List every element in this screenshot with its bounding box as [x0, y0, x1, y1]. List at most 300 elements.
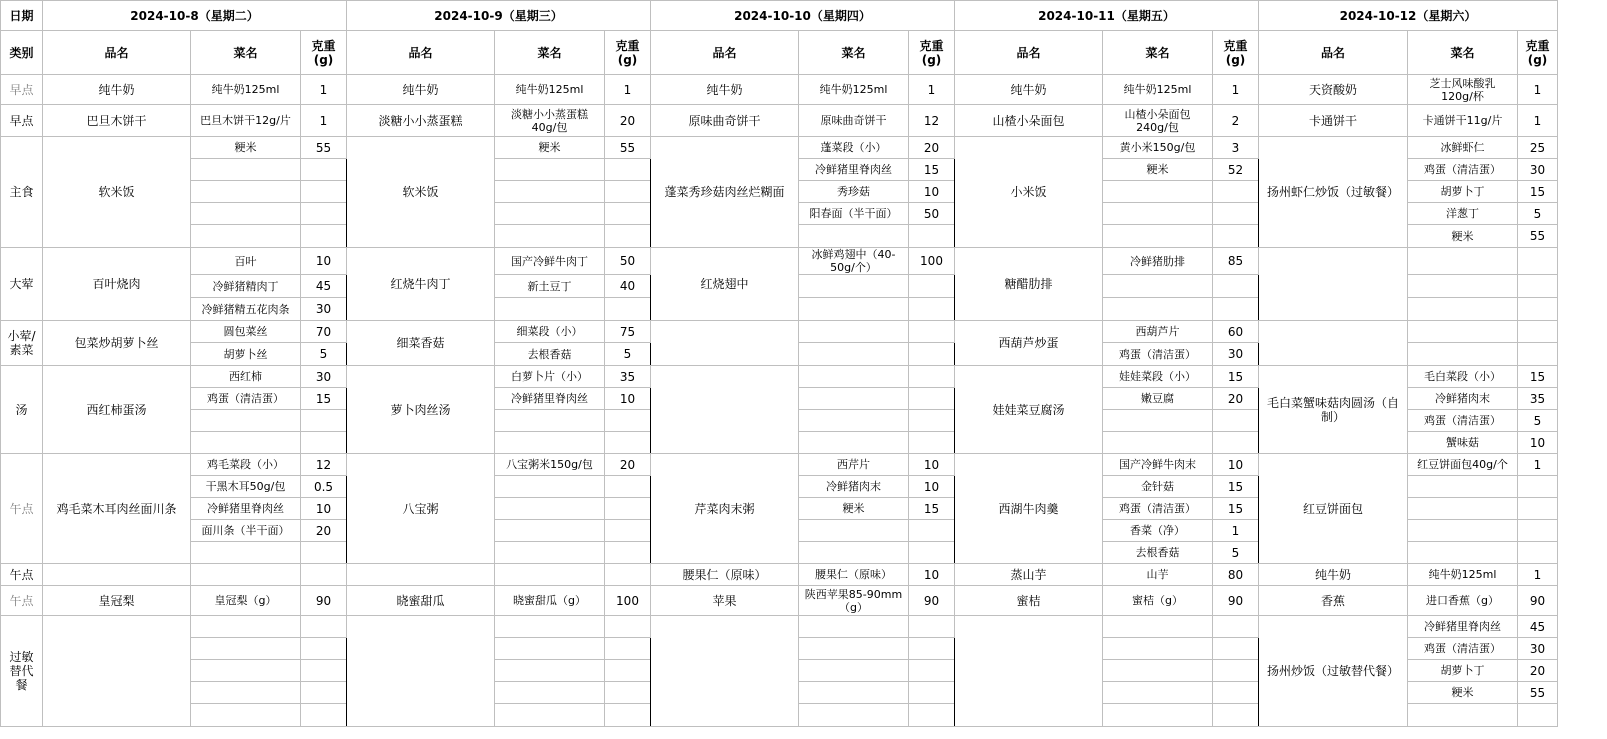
day-2-pm1-weight-5[interactable] [605, 542, 651, 564]
day-1-allergy-dish[interactable] [43, 616, 191, 727]
day-3-snack2-dish[interactable]: 原味曲奇饼干 [651, 105, 799, 137]
day-2-main-item-1[interactable]: 国产冷鲜牛肉丁 [495, 248, 605, 275]
day-2-snack1-dish[interactable]: 纯牛奶 [347, 75, 495, 105]
day-4-allergy-item-5[interactable] [1103, 704, 1213, 727]
day-3-allergy-weight-1[interactable] [909, 616, 955, 638]
day-5-allergy-item-5[interactable] [1408, 704, 1518, 727]
day-1-allergy-item-3[interactable] [191, 660, 301, 682]
category-pm1[interactable]: 午点 [1, 454, 43, 564]
day-5-main-item-3[interactable] [1408, 298, 1518, 321]
day-2-snack2-item[interactable]: 淡糖小小蒸蛋糕 40g/包 [495, 105, 605, 137]
day-4-side-weight-1[interactable]: 60 [1213, 321, 1259, 343]
day-4-staple-weight-3[interactable] [1213, 181, 1259, 203]
day-5-pm1-weight-4[interactable] [1518, 520, 1558, 542]
day-5-pm3-item[interactable]: 进口香蕉（g） [1408, 586, 1518, 616]
day-1-pm1-item-4[interactable]: 面川条（半干面） [191, 520, 301, 542]
day-1-main-item-1[interactable]: 百叶 [191, 248, 301, 275]
day-2-snack1-item[interactable]: 纯牛奶125ml [495, 75, 605, 105]
day-1-staple-weight-1[interactable]: 55 [301, 137, 347, 159]
day-3-staple-weight-5[interactable] [909, 225, 955, 248]
day-2-staple-item-4[interactable] [495, 203, 605, 225]
day-5-pm2-weight[interactable]: 1 [1518, 564, 1558, 586]
day-3-pm1-item-1[interactable]: 西芹片 [799, 454, 909, 476]
day-5-allergy-weight-4[interactable]: 55 [1518, 682, 1558, 704]
day-5-pm1-item-3[interactable] [1408, 498, 1518, 520]
day-2-staple-weight-4[interactable] [605, 203, 651, 225]
day-5-pm1-weight-2[interactable] [1518, 476, 1558, 498]
day-1-snack2-item[interactable]: 巴旦木饼干12g/片 [191, 105, 301, 137]
day-4-pm2-weight[interactable]: 80 [1213, 564, 1259, 586]
day-3-main-item-1[interactable]: 冰鲜鸡翅中（40- 50g/个） [799, 248, 909, 275]
day-5-snack1-weight[interactable]: 1 [1518, 75, 1558, 105]
day-1-soup-weight-2[interactable]: 15 [301, 388, 347, 410]
day-2-staple-weight-1[interactable]: 55 [605, 137, 651, 159]
day-5-main-item-1[interactable] [1408, 248, 1518, 275]
day-1-side-item-1[interactable]: 圆包菜丝 [191, 321, 301, 343]
day-2-allergy-item-4[interactable] [495, 682, 605, 704]
day-5-soup-item-4[interactable]: 蟹味菇 [1408, 432, 1518, 454]
day-4-snack2-weight[interactable]: 2 [1213, 105, 1259, 137]
day-5-side-weight-1[interactable] [1518, 321, 1558, 343]
weight-col-header[interactable]: 克重 (g) [301, 31, 347, 75]
day-5-staple-item-4[interactable]: 洋葱丁 [1408, 203, 1518, 225]
day-3-soup-weight-2[interactable] [909, 388, 955, 410]
day-2-allergy-weight-1[interactable] [605, 616, 651, 638]
day-2-main-weight-3[interactable] [605, 298, 651, 321]
day-2-staple-item-1[interactable]: 粳米 [495, 137, 605, 159]
weight-col-header[interactable]: 克重 (g) [605, 31, 651, 75]
day-1-staple-item-2[interactable] [191, 159, 301, 181]
day-5-staple-item-1[interactable]: 冰鲜虾仁 [1408, 137, 1518, 159]
day-4-soup-weight-4[interactable] [1213, 432, 1259, 454]
day-1-pm1-item-3[interactable]: 冷鲜猪里脊肉丝 [191, 498, 301, 520]
day-4-snack1-dish[interactable]: 纯牛奶 [955, 75, 1103, 105]
day-4-side-dish[interactable]: 西葫芦炒蛋 [955, 321, 1103, 366]
day-2-pm2-item[interactable] [495, 564, 605, 586]
day-4-snack2-dish[interactable]: 山楂小朵面包 [955, 105, 1103, 137]
day-1-staple-weight-5[interactable] [301, 225, 347, 248]
day-3-allergy-weight-2[interactable] [909, 638, 955, 660]
day-3-staple-item-4[interactable]: 阳春面（半干面） [799, 203, 909, 225]
day-3-staple-item-1[interactable]: 蓬菜段（小） [799, 137, 909, 159]
day-4-side-weight-2[interactable]: 30 [1213, 343, 1259, 366]
item-col-header[interactable]: 菜名 [799, 31, 909, 75]
day-4-allergy-weight-4[interactable] [1213, 682, 1259, 704]
day-5-staple-weight-4[interactable]: 5 [1518, 203, 1558, 225]
day-4-staple-dish[interactable]: 小米饭 [955, 137, 1103, 248]
day-2-soup-weight-4[interactable] [605, 432, 651, 454]
day-2-main-weight-1[interactable]: 50 [605, 248, 651, 275]
day-3-pm1-item-5[interactable] [799, 542, 909, 564]
day-4-side-item-2[interactable]: 鸡蛋（清洁蛋） [1103, 343, 1213, 366]
day-3-pm1-item-2[interactable]: 冷鲜猪肉末 [799, 476, 909, 498]
day-4-main-weight-2[interactable] [1213, 275, 1259, 298]
day-1-pm3-item[interactable]: 皇冠梨（g） [191, 586, 301, 616]
day-5-snack2-item[interactable]: 卡通饼干11g/片 [1408, 105, 1518, 137]
dish-col-header[interactable]: 品名 [43, 31, 191, 75]
day-5-pm1-item-2[interactable] [1408, 476, 1518, 498]
day-4-pm1-weight-2[interactable]: 15 [1213, 476, 1259, 498]
day-4-staple-item-4[interactable] [1103, 203, 1213, 225]
day-5-allergy-weight-3[interactable]: 20 [1518, 660, 1558, 682]
item-col-header[interactable]: 菜名 [1408, 31, 1518, 75]
day-1-pm1-weight-2[interactable]: 0.5 [301, 476, 347, 498]
day-1-pm1-item-1[interactable]: 鸡毛菜段（小） [191, 454, 301, 476]
day-5-snack1-dish[interactable]: 天资酸奶 [1259, 75, 1408, 105]
day-5-side-dish[interactable] [1259, 321, 1408, 366]
dish-col-header[interactable]: 品名 [651, 31, 799, 75]
day-2-soup-item-2[interactable]: 冷鲜猪里脊肉丝 [495, 388, 605, 410]
day-2-pm1-item-1[interactable]: 八宝粥米150g/包 [495, 454, 605, 476]
day-1-pm1-weight-3[interactable]: 10 [301, 498, 347, 520]
day-4-allergy-item-4[interactable] [1103, 682, 1213, 704]
day-2-staple-item-3[interactable] [495, 181, 605, 203]
day-1-soup-weight-3[interactable] [301, 410, 347, 432]
day-3-side-item-2[interactable] [799, 343, 909, 366]
day-4-allergy-weight-2[interactable] [1213, 638, 1259, 660]
day-2-pm1-item-5[interactable] [495, 542, 605, 564]
day-3-staple-item-5[interactable] [799, 225, 909, 248]
day-3-allergy-weight-4[interactable] [909, 682, 955, 704]
day-3-soup-dish[interactable] [651, 366, 799, 454]
day-1-soup-weight-1[interactable]: 30 [301, 366, 347, 388]
day-3-pm1-weight-4[interactable] [909, 520, 955, 542]
day-2-allergy-item-1[interactable] [495, 616, 605, 638]
day-2-staple-dish[interactable]: 软米饭 [347, 137, 495, 248]
day-5-soup-weight-3[interactable]: 5 [1518, 410, 1558, 432]
day-1-snack1-item[interactable]: 纯牛奶125ml [191, 75, 301, 105]
day-5-staple-weight-5[interactable]: 55 [1518, 225, 1558, 248]
day-1-soup-dish[interactable]: 西红柿蛋汤 [43, 366, 191, 454]
day-3-allergy-weight-5[interactable] [909, 704, 955, 727]
day-5-staple-weight-1[interactable]: 25 [1518, 137, 1558, 159]
day-3-side-item-1[interactable] [799, 321, 909, 343]
category-snack2[interactable]: 早点 [1, 105, 43, 137]
day-2-pm1-item-3[interactable] [495, 498, 605, 520]
day-2-pm1-weight-4[interactable] [605, 520, 651, 542]
day-5-allergy-weight-5[interactable] [1518, 704, 1558, 727]
day-1-pm2-item[interactable] [191, 564, 301, 586]
day-1-allergy-item-1[interactable] [191, 616, 301, 638]
day-2-snack1-weight[interactable]: 1 [605, 75, 651, 105]
day-5-staple-item-2[interactable]: 鸡蛋（清洁蛋） [1408, 159, 1518, 181]
item-col-header[interactable]: 菜名 [191, 31, 301, 75]
day-4-soup-weight-2[interactable]: 20 [1213, 388, 1259, 410]
day-2-soup-weight-2[interactable]: 10 [605, 388, 651, 410]
category-soup[interactable]: 汤 [1, 366, 43, 454]
day-4-pm1-weight-3[interactable]: 15 [1213, 498, 1259, 520]
day-1-allergy-item-5[interactable] [191, 704, 301, 727]
day-1-pm3-weight[interactable]: 90 [301, 586, 347, 616]
day-4-staple-weight-5[interactable] [1213, 225, 1259, 248]
day-1-pm1-item-5[interactable] [191, 542, 301, 564]
day-3-snack1-dish[interactable]: 纯牛奶 [651, 75, 799, 105]
dish-col-header[interactable]: 品名 [1259, 31, 1408, 75]
day-1-main-item-3[interactable]: 冷鲜猪精五花肉条 [191, 298, 301, 321]
day-2-allergy-weight-4[interactable] [605, 682, 651, 704]
day-3-snack1-weight[interactable]: 1 [909, 75, 955, 105]
day-2-allergy-weight-5[interactable] [605, 704, 651, 727]
day-1-staple-weight-2[interactable] [301, 159, 347, 181]
day-3-allergy-item-1[interactable] [799, 616, 909, 638]
day-2-main-item-2[interactable]: 新土豆丁 [495, 275, 605, 298]
dish-col-header[interactable]: 品名 [347, 31, 495, 75]
day-2-snack2-dish[interactable]: 淡糖小小蒸蛋糕 [347, 105, 495, 137]
day-4-side-item-1[interactable]: 西葫芦片 [1103, 321, 1213, 343]
day-4-allergy-weight-1[interactable] [1213, 616, 1259, 638]
day-5-pm1-weight-3[interactable] [1518, 498, 1558, 520]
day-2-side-weight-2[interactable]: 5 [605, 343, 651, 366]
day-5-pm1-item-4[interactable] [1408, 520, 1518, 542]
day-5-pm1-dish[interactable]: 红豆饼面包 [1259, 454, 1408, 564]
day-5-staple-weight-2[interactable]: 30 [1518, 159, 1558, 181]
day-5-staple-dish[interactable]: 扬州虾仁炒饭（过敏餐） [1259, 137, 1408, 248]
day-5-snack2-weight[interactable]: 1 [1518, 105, 1558, 137]
day-1-main-weight-1[interactable]: 10 [301, 248, 347, 275]
day-4-staple-item-2[interactable]: 粳米 [1103, 159, 1213, 181]
day-1-main-item-2[interactable]: 冷鲜猪精肉丁 [191, 275, 301, 298]
day-4-pm1-weight-4[interactable]: 1 [1213, 520, 1259, 542]
day-1-staple-dish[interactable]: 软米饭 [43, 137, 191, 248]
category-staple[interactable]: 主食 [1, 137, 43, 248]
day-4-staple-weight-4[interactable] [1213, 203, 1259, 225]
day-4-allergy-dish[interactable] [955, 616, 1103, 727]
day-3-staple-weight-4[interactable]: 50 [909, 203, 955, 225]
day-1-allergy-item-2[interactable] [191, 638, 301, 660]
day-4-main-weight-1[interactable]: 85 [1213, 248, 1259, 275]
day-3-pm2-dish[interactable]: 腰果仁（原味） [651, 564, 799, 586]
day-2-staple-weight-3[interactable] [605, 181, 651, 203]
day-5-main-weight-2[interactable] [1518, 275, 1558, 298]
day-3-staple-item-3[interactable]: 秀珍菇 [799, 181, 909, 203]
day-3-allergy-dish[interactable] [651, 616, 799, 727]
day-5-soup-item-1[interactable]: 毛白菜段（小） [1408, 366, 1518, 388]
day-3-pm1-dish[interactable]: 芹菜肉末粥 [651, 454, 799, 564]
day-4-staple-item-3[interactable] [1103, 181, 1213, 203]
day-3-pm1-item-4[interactable] [799, 520, 909, 542]
day-1-snack2-dish[interactable]: 巴旦木饼干 [43, 105, 191, 137]
day-3-side-weight-1[interactable] [909, 321, 955, 343]
day-1-pm2-dish[interactable] [43, 564, 191, 586]
day-2-soup-weight-1[interactable]: 35 [605, 366, 651, 388]
day-2-main-dish[interactable]: 红烧牛肉丁 [347, 248, 495, 321]
day-3-pm3-dish[interactable]: 苹果 [651, 586, 799, 616]
day-4-pm1-item-4[interactable]: 香菜（净） [1103, 520, 1213, 542]
day-2-pm3-dish[interactable]: 晓蜜甜瓜 [347, 586, 495, 616]
day-4-allergy-item-2[interactable] [1103, 638, 1213, 660]
day-4-allergy-weight-5[interactable] [1213, 704, 1259, 727]
day-3-allergy-weight-3[interactable] [909, 660, 955, 682]
day-1-snack1-weight[interactable]: 1 [301, 75, 347, 105]
day-1-date[interactable]: 2024-10-8（星期二） [43, 1, 347, 31]
day-3-soup-item-1[interactable] [799, 366, 909, 388]
day-5-snack2-dish[interactable]: 卡通饼干 [1259, 105, 1408, 137]
day-4-pm1-weight-5[interactable]: 5 [1213, 542, 1259, 564]
day-2-allergy-item-3[interactable] [495, 660, 605, 682]
day-5-pm2-item[interactable]: 纯牛奶125ml [1408, 564, 1518, 586]
day-3-pm2-weight[interactable]: 10 [909, 564, 955, 586]
day-3-allergy-item-5[interactable] [799, 704, 909, 727]
day-1-allergy-weight-3[interactable] [301, 660, 347, 682]
day-5-snack1-item[interactable]: 芝士风味酸乳 120g/杯 [1408, 75, 1518, 105]
day-1-staple-item-4[interactable] [191, 203, 301, 225]
day-5-soup-item-2[interactable]: 冷鲜猪肉末 [1408, 388, 1518, 410]
day-3-main-dish[interactable]: 红烧翅中 [651, 248, 799, 321]
day-3-side-weight-2[interactable] [909, 343, 955, 366]
category-pm2[interactable]: 午点 [1, 564, 43, 586]
date-label[interactable]: 日期 [1, 1, 43, 31]
day-3-pm3-item[interactable]: 陕西苹果85-90mm （g） [799, 586, 909, 616]
day-1-soup-weight-4[interactable] [301, 432, 347, 454]
day-1-pm1-weight-5[interactable] [301, 542, 347, 564]
day-4-soup-item-1[interactable]: 娃娃菜段（小） [1103, 366, 1213, 388]
day-5-pm1-item-1[interactable]: 红豆饼面包40g/个 [1408, 454, 1518, 476]
day-3-main-item-2[interactable] [799, 275, 909, 298]
day-3-main-item-3[interactable] [799, 298, 909, 321]
day-2-main-item-3[interactable] [495, 298, 605, 321]
day-2-allergy-weight-2[interactable] [605, 638, 651, 660]
day-1-pm1-item-2[interactable]: 干黑木耳50g/包 [191, 476, 301, 498]
day-4-staple-weight-2[interactable]: 52 [1213, 159, 1259, 181]
day-5-soup-dish[interactable]: 毛白菜蟹味菇肉圆汤（自 制） [1259, 366, 1408, 454]
day-3-staple-weight-1[interactable]: 20 [909, 137, 955, 159]
day-5-pm1-weight-5[interactable] [1518, 542, 1558, 564]
day-1-staple-item-1[interactable]: 粳米 [191, 137, 301, 159]
day-2-side-item-1[interactable]: 细菜段（小） [495, 321, 605, 343]
day-4-allergy-item-3[interactable] [1103, 660, 1213, 682]
day-4-soup-item-3[interactable] [1103, 410, 1213, 432]
day-1-staple-item-3[interactable] [191, 181, 301, 203]
day-1-soup-item-1[interactable]: 西红柿 [191, 366, 301, 388]
day-5-allergy-item-2[interactable]: 鸡蛋（清洁蛋） [1408, 638, 1518, 660]
day-4-main-item-1[interactable]: 冷鲜猪肋排 [1103, 248, 1213, 275]
day-5-allergy-weight-2[interactable]: 30 [1518, 638, 1558, 660]
day-1-pm3-dish[interactable]: 皇冠梨 [43, 586, 191, 616]
day-3-soup-weight-3[interactable] [909, 410, 955, 432]
day-4-snack2-item[interactable]: 山楂小朵面包 240g/包 [1103, 105, 1213, 137]
day-5-allergy-weight-1[interactable]: 45 [1518, 616, 1558, 638]
day-2-pm1-weight-1[interactable]: 20 [605, 454, 651, 476]
day-2-staple-weight-5[interactable] [605, 225, 651, 248]
day-2-side-dish[interactable]: 细菜香菇 [347, 321, 495, 366]
day-1-soup-item-2[interactable]: 鸡蛋（清洁蛋） [191, 388, 301, 410]
day-2-soup-item-1[interactable]: 白萝卜片（小） [495, 366, 605, 388]
day-5-pm1-item-5[interactable] [1408, 542, 1518, 564]
day-3-allergy-item-3[interactable] [799, 660, 909, 682]
category-label[interactable]: 类别 [1, 31, 43, 75]
day-1-snack2-weight[interactable]: 1 [301, 105, 347, 137]
day-4-staple-item-5[interactable] [1103, 225, 1213, 248]
day-2-pm1-item-2[interactable] [495, 476, 605, 498]
day-1-allergy-item-4[interactable] [191, 682, 301, 704]
day-5-side-weight-2[interactable] [1518, 343, 1558, 366]
day-4-soup-dish[interactable]: 娃娃菜豆腐汤 [955, 366, 1103, 454]
day-1-allergy-weight-5[interactable] [301, 704, 347, 727]
day-5-soup-item-3[interactable]: 鸡蛋（清洁蛋） [1408, 410, 1518, 432]
day-2-snack2-weight[interactable]: 20 [605, 105, 651, 137]
day-1-staple-weight-3[interactable] [301, 181, 347, 203]
day-4-soup-weight-3[interactable] [1213, 410, 1259, 432]
day-2-pm1-dish[interactable]: 八宝粥 [347, 454, 495, 564]
category-pm3[interactable]: 午点 [1, 586, 43, 616]
item-col-header[interactable]: 菜名 [1103, 31, 1213, 75]
category-main[interactable]: 大荤 [1, 248, 43, 321]
day-5-side-item-2[interactable] [1408, 343, 1518, 366]
day-3-soup-item-3[interactable] [799, 410, 909, 432]
day-1-allergy-weight-2[interactable] [301, 638, 347, 660]
day-4-pm1-item-1[interactable]: 国产冷鲜牛肉末 [1103, 454, 1213, 476]
day-5-allergy-dish[interactable]: 扬州炒饭（过敏替代餐） [1259, 616, 1408, 727]
day-5-soup-weight-1[interactable]: 15 [1518, 366, 1558, 388]
day-3-pm3-weight[interactable]: 90 [909, 586, 955, 616]
day-2-pm1-item-4[interactable] [495, 520, 605, 542]
day-5-pm3-weight[interactable]: 90 [1518, 586, 1558, 616]
day-1-soup-item-4[interactable] [191, 432, 301, 454]
day-2-side-item-2[interactable]: 去根香菇 [495, 343, 605, 366]
day-4-soup-item-2[interactable]: 嫩豆腐 [1103, 388, 1213, 410]
day-5-main-weight-3[interactable] [1518, 298, 1558, 321]
day-1-pm1-weight-4[interactable]: 20 [301, 520, 347, 542]
day-2-staple-item-5[interactable] [495, 225, 605, 248]
day-1-side-weight-1[interactable]: 70 [301, 321, 347, 343]
day-4-main-dish[interactable]: 糖醋肋排 [955, 248, 1103, 321]
day-1-main-weight-3[interactable]: 30 [301, 298, 347, 321]
day-4-snack1-weight[interactable]: 1 [1213, 75, 1259, 105]
day-5-main-dish[interactable] [1259, 248, 1408, 321]
day-5-side-item-1[interactable] [1408, 321, 1518, 343]
weight-col-header[interactable]: 克重 (g) [1213, 31, 1259, 75]
item-col-header[interactable]: 菜名 [495, 31, 605, 75]
day-2-pm2-dish[interactable] [347, 564, 495, 586]
day-4-pm3-dish[interactable]: 蜜桔 [955, 586, 1103, 616]
day-4-pm1-weight-1[interactable]: 10 [1213, 454, 1259, 476]
day-3-pm1-weight-2[interactable]: 10 [909, 476, 955, 498]
day-3-side-dish[interactable] [651, 321, 799, 366]
day-1-allergy-weight-4[interactable] [301, 682, 347, 704]
category-allergy[interactable]: 过敏 替代 餐 [1, 616, 43, 727]
day-5-pm2-dish[interactable]: 纯牛奶 [1259, 564, 1408, 586]
day-3-soup-item-4[interactable] [799, 432, 909, 454]
day-4-pm1-item-3[interactable]: 鸡蛋（清洁蛋） [1103, 498, 1213, 520]
day-3-main-weight-2[interactable] [909, 275, 955, 298]
day-3-date[interactable]: 2024-10-10（星期四） [651, 1, 955, 31]
day-5-pm1-weight-1[interactable]: 1 [1518, 454, 1558, 476]
day-1-side-dish[interactable]: 包菜炒胡萝卜丝 [43, 321, 191, 366]
day-4-pm1-item-2[interactable]: 金针菇 [1103, 476, 1213, 498]
day-3-staple-dish[interactable]: 蓬菜秀珍菇肉丝烂糊面 [651, 137, 799, 248]
day-4-allergy-item-1[interactable] [1103, 616, 1213, 638]
day-3-staple-item-2[interactable]: 冷鲜猪里脊肉丝 [799, 159, 909, 181]
day-4-allergy-weight-3[interactable] [1213, 660, 1259, 682]
day-3-main-weight-3[interactable] [909, 298, 955, 321]
day-2-pm1-weight-3[interactable] [605, 498, 651, 520]
day-4-staple-item-1[interactable]: 黄小米150g/包 [1103, 137, 1213, 159]
day-2-soup-dish[interactable]: 萝卜肉丝汤 [347, 366, 495, 454]
day-1-side-item-2[interactable]: 胡萝卜丝 [191, 343, 301, 366]
day-4-soup-item-4[interactable] [1103, 432, 1213, 454]
day-2-main-weight-2[interactable]: 40 [605, 275, 651, 298]
day-3-pm1-weight-3[interactable]: 15 [909, 498, 955, 520]
day-2-side-weight-1[interactable]: 75 [605, 321, 651, 343]
day-5-staple-item-3[interactable]: 胡萝卜丁 [1408, 181, 1518, 203]
day-4-main-item-2[interactable] [1103, 275, 1213, 298]
day-1-snack1-dish[interactable]: 纯牛奶 [43, 75, 191, 105]
day-1-main-weight-2[interactable]: 45 [301, 275, 347, 298]
day-5-soup-weight-4[interactable]: 10 [1518, 432, 1558, 454]
day-1-soup-item-3[interactable] [191, 410, 301, 432]
day-5-date[interactable]: 2024-10-12（星期六） [1259, 1, 1558, 31]
day-2-pm3-weight[interactable]: 100 [605, 586, 651, 616]
